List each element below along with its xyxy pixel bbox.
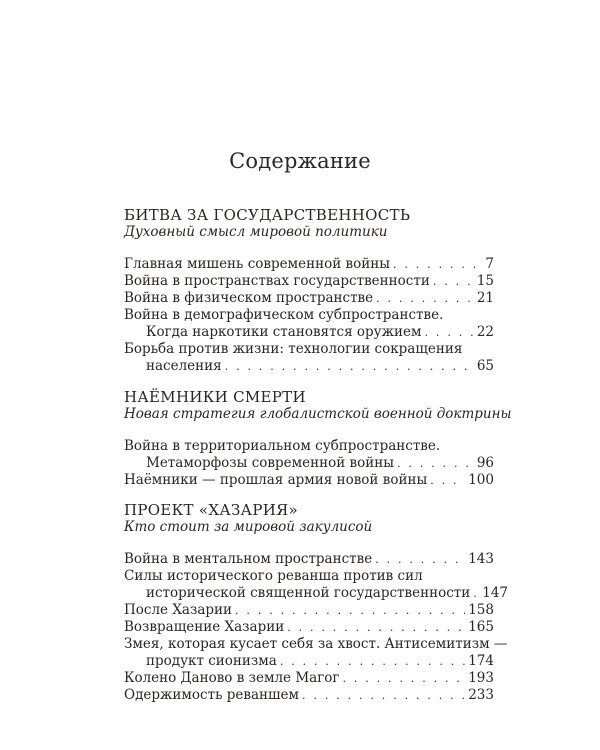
dot-leader bbox=[473, 585, 479, 602]
entry-page-number: 233 bbox=[468, 687, 494, 703]
entry-title: Война в демографическом субпространстве. bbox=[124, 307, 444, 323]
toc-entry[interactable] bbox=[124, 273, 494, 290]
toc-entry[interactable] bbox=[124, 568, 509, 602]
entry-title: Колено Даново в земле Магог bbox=[124, 670, 340, 686]
entry-title: Змея, которая кусает себя за хвост. Антисемитизм — bbox=[124, 636, 508, 652]
entry-page-number: 65 bbox=[476, 358, 494, 374]
entry-title: Возвращение Хазарии bbox=[124, 619, 285, 635]
entry-page-number: 96 bbox=[476, 455, 494, 471]
toc-entry[interactable] bbox=[124, 551, 494, 568]
entry-page-number: 21 bbox=[476, 290, 494, 306]
toc-section bbox=[124, 501, 509, 704]
toc-section bbox=[124, 207, 494, 375]
entry-page-number: 174 bbox=[468, 653, 494, 669]
dot-leader bbox=[287, 619, 465, 636]
entry-title: Война в территориальном субпространстве. bbox=[124, 438, 441, 454]
toc-entry[interactable] bbox=[124, 670, 494, 687]
dot-leader bbox=[375, 551, 465, 568]
section-entries bbox=[124, 438, 494, 489]
entry-page-number: 143 bbox=[468, 551, 494, 567]
dot-leader bbox=[397, 455, 474, 472]
section-subtitle: Новая стратегия глобалистской военной доктрины bbox=[124, 406, 512, 422]
entry-title-continuation: населения bbox=[146, 358, 222, 374]
toc-entry[interactable] bbox=[124, 602, 494, 619]
dot-leader bbox=[342, 670, 465, 687]
entry-page-number: 7 bbox=[485, 256, 494, 272]
entry-title: Война в пространствах государственности bbox=[124, 273, 430, 289]
entry-title: После Хазарии bbox=[124, 602, 233, 618]
entry-title-continuation: исторической священной государственности bbox=[146, 585, 471, 601]
page-title: Содержание bbox=[229, 149, 371, 173]
dot-leader bbox=[302, 687, 465, 704]
entry-title-continuation: Метаморфозы современной войны bbox=[146, 455, 394, 471]
entry-title: Война в физическом пространстве bbox=[124, 290, 374, 306]
dot-leader bbox=[280, 653, 465, 670]
dot-leader bbox=[430, 472, 465, 489]
toc-entry[interactable] bbox=[124, 290, 494, 307]
section-heading: НАЁМНИКИ СМЕРТИ bbox=[124, 388, 306, 406]
dot-leader bbox=[425, 324, 474, 341]
toc-entry[interactable] bbox=[124, 438, 494, 472]
entry-title: Одержимость реваншем bbox=[124, 687, 300, 703]
toc-entry[interactable] bbox=[124, 619, 494, 636]
entry-title-continuation: продукт сионизма bbox=[146, 653, 277, 669]
entry-title-continuation: Когда наркотики становятся оружием bbox=[146, 324, 422, 340]
toc-entry[interactable] bbox=[124, 472, 494, 489]
toc-entry[interactable] bbox=[124, 256, 494, 273]
entry-page-number: 193 bbox=[468, 670, 494, 686]
entry-title: Война в ментальном пространстве bbox=[124, 551, 373, 567]
entry-page-number: 15 bbox=[476, 273, 494, 289]
entry-page-number: 147 bbox=[482, 585, 509, 601]
entry-title: Главная мишень современной войны bbox=[124, 256, 390, 272]
toc-entry[interactable] bbox=[124, 636, 508, 670]
dot-leader bbox=[393, 256, 482, 273]
table-of-contents bbox=[124, 206, 512, 704]
dot-leader bbox=[433, 273, 474, 290]
toc-entry[interactable] bbox=[124, 687, 494, 704]
entry-page-number: 100 bbox=[468, 472, 494, 488]
toc-entry[interactable] bbox=[124, 341, 494, 375]
entry-title: Борьба против жизни: технологии сокращения bbox=[124, 341, 463, 357]
entry-title: Наёмники — прошлая армия новой войны bbox=[124, 472, 428, 488]
section-subtitle: Кто стоит за мировой закулисой bbox=[124, 519, 373, 535]
section-entries bbox=[124, 551, 509, 704]
toc-entry[interactable] bbox=[124, 307, 494, 341]
dot-leader bbox=[376, 290, 474, 307]
entry-title: Силы исторического реванша против сил bbox=[124, 568, 423, 584]
section-entries bbox=[124, 256, 494, 375]
section-subtitle: Духовный смысл мировой политики bbox=[124, 224, 388, 240]
entry-page-number: 158 bbox=[468, 602, 494, 618]
entry-page-number: 22 bbox=[476, 324, 494, 340]
dot-leader bbox=[235, 602, 465, 619]
section-heading: БИТВА ЗА ГОСУДАРСТВЕННОСТЬ bbox=[124, 206, 411, 224]
dot-leader bbox=[225, 358, 474, 375]
toc-section bbox=[124, 388, 512, 489]
section-heading: ПРОЕКТ «ХАЗАРИЯ» bbox=[124, 501, 298, 519]
entry-page-number: 165 bbox=[468, 619, 494, 635]
